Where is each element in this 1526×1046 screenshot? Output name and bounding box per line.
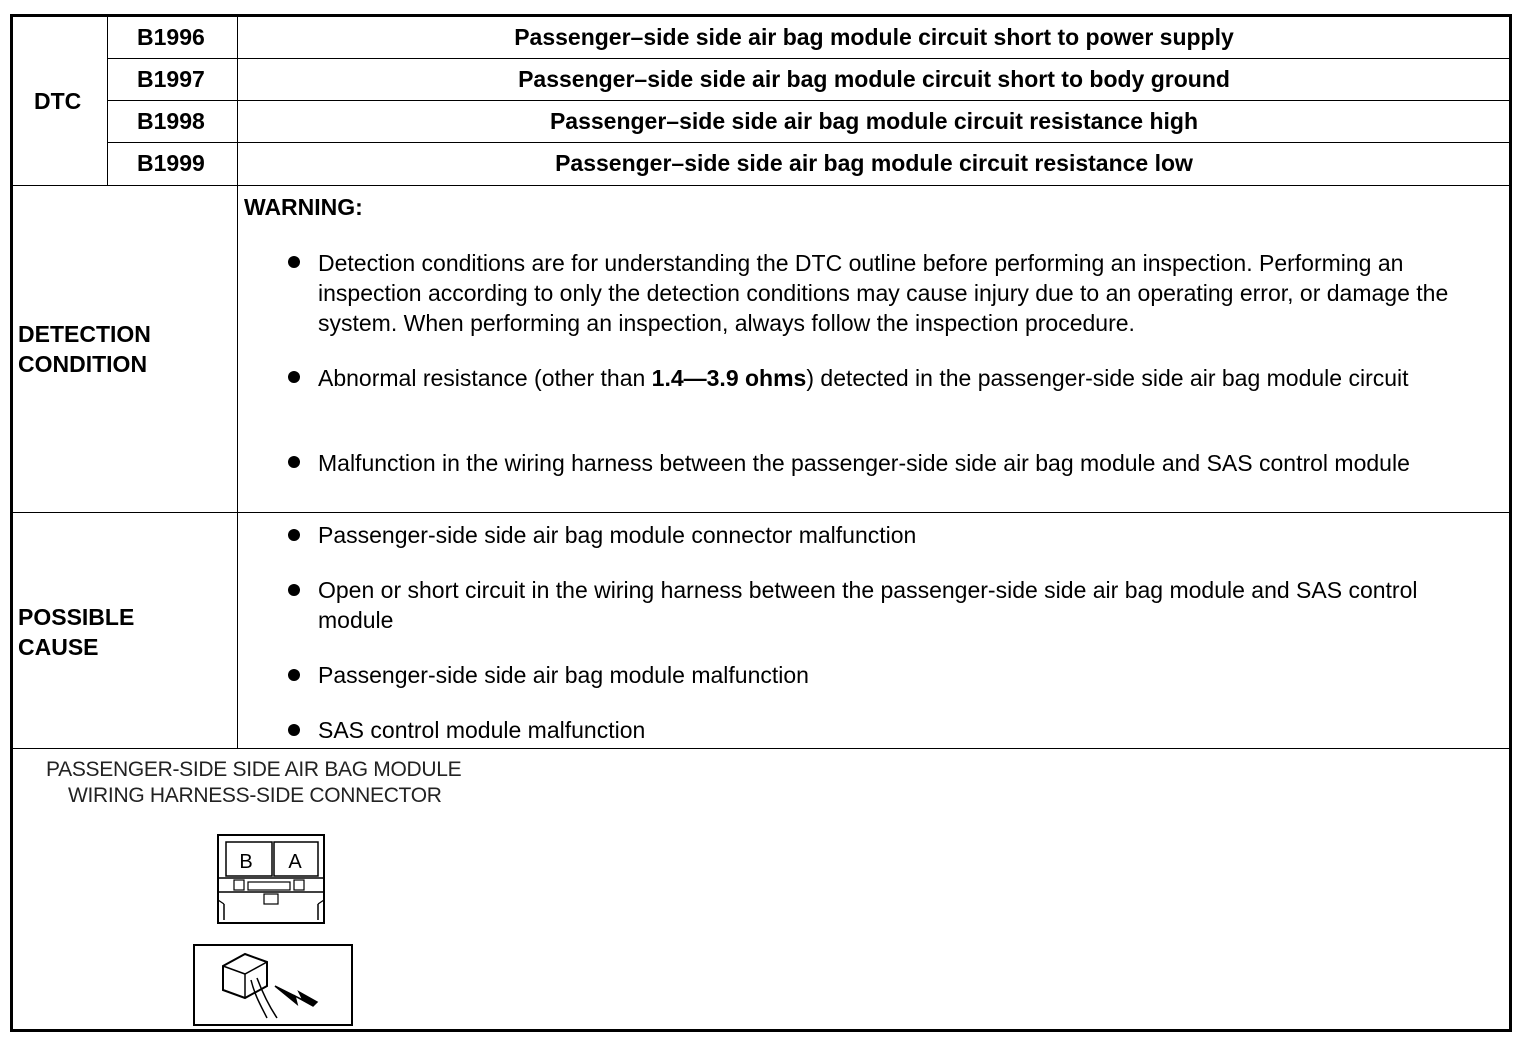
- dtc-code: B1999: [137, 150, 205, 176]
- row-divider: [107, 100, 1510, 101]
- cause-item: SAS control module malfunction: [318, 717, 646, 743]
- bullet-icon: [288, 371, 300, 383]
- dtc-code: B1996: [137, 24, 205, 50]
- dtc-code: B1998: [137, 108, 205, 134]
- bullet-icon: [288, 669, 300, 681]
- detection-item: Abnormal resistance (other than 1.4—3.9 ohms) detected in the passenger-side side air bag module circuit: [318, 365, 1409, 391]
- dtc-description: Passenger–side side air bag module circuit resistance high: [549, 108, 1199, 134]
- figure-subtitle: WIRING HARNESS-SIDE CONNECTOR: [68, 784, 442, 807]
- dtc-label: DTC: [34, 88, 82, 114]
- possible-cause-label: POSSIBLE CAUSE: [18, 604, 135, 660]
- warning-heading: WARNING:: [244, 194, 363, 220]
- row-divider: [107, 58, 1510, 59]
- section-divider: [13, 748, 1510, 749]
- bullet-icon: [288, 456, 300, 468]
- dtc-description: Passenger–side side air bag module circuit short to power supply: [514, 24, 1234, 50]
- column-divider: [107, 17, 108, 185]
- bullet-icon: [288, 724, 300, 736]
- dtc-description: Passenger–side side air bag module circuit resistance low: [555, 150, 1193, 176]
- figure-title: PASSENGER-SIDE SIDE AIR BAG MODULE: [46, 758, 462, 781]
- bullet-icon: [288, 584, 300, 596]
- detection-item: Malfunction in the wiring harness between the passenger-side side air bag module and SAS control module: [318, 450, 1410, 476]
- dtc-code: B1997: [137, 66, 205, 92]
- pin-a-label: A: [288, 851, 302, 873]
- detection-condition-label: DETECTION CONDITION: [18, 321, 151, 377]
- detection-item: Detection conditions are for understanding the DTC outline before performing an inspection. Performing an inspection according to only the detection conditions may cause injury due to an operating error, or damage the system. When performing an inspection, always follow the inspection procedure.: [318, 250, 1449, 336]
- bullet-icon: [288, 529, 300, 541]
- bullet-icon: [288, 256, 300, 268]
- connector-diagram: [210, 830, 332, 930]
- cause-item: Open or short circuit in the wiring harness between the passenger-side side air bag module and SAS control module: [318, 577, 1418, 633]
- row-divider: [107, 142, 1510, 143]
- pin-b-label: B: [239, 851, 253, 873]
- harness-side-indicator: [193, 944, 353, 1026]
- dtc-description: Passenger–side side air bag module circuit short to body ground: [518, 66, 1230, 92]
- cause-item: Passenger-side side air bag module connector malfunction: [318, 522, 917, 548]
- cause-item: Passenger-side side air bag module malfunction: [318, 662, 809, 688]
